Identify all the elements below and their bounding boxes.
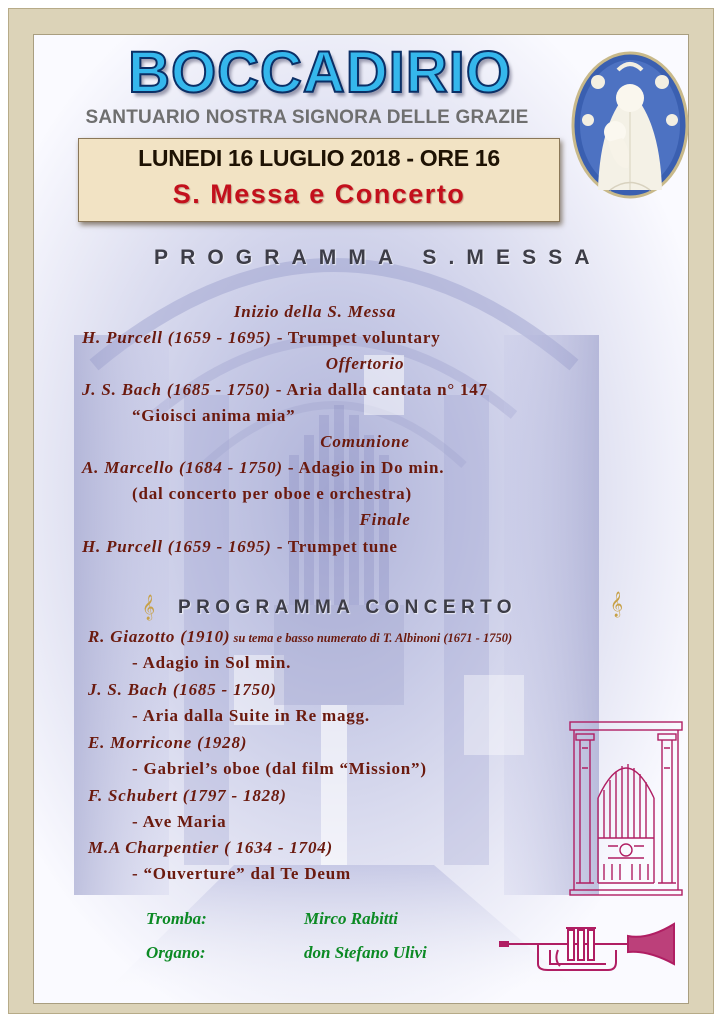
messa-line-1-label: Inizio della S. Messa <box>233 302 397 321</box>
messa-program-heading: PROGRAMMA S.MESSA <box>154 246 602 269</box>
messa-line-4 <box>82 380 488 400</box>
concerto-line-8 <box>132 812 226 832</box>
messa-line-4-piece: - Aria dalla cantata n° 147 <box>270 380 488 399</box>
performer-role-organ: Organo: <box>146 943 206 962</box>
concerto-line-10 <box>132 864 351 884</box>
messa-line-6-label: Comunione <box>320 432 410 451</box>
messa-line-5-piece: “Gioisci anima mia” <box>132 406 296 425</box>
concerto-line-9 <box>88 838 333 858</box>
concerto-line-3-composer: J. S. Bach (1685 - 1750) <box>88 680 277 699</box>
concerto-line-7 <box>88 786 287 806</box>
messa-line-6 <box>210 432 520 452</box>
messa-line-10-piece: - Trumpet tune <box>271 537 398 556</box>
treble-clef-icon: 𝄞 <box>610 592 624 617</box>
pipe-organ-icon <box>568 718 684 896</box>
messa-line-5 <box>132 406 295 426</box>
treble-clef-icon: 𝄞 <box>142 595 156 620</box>
concerto-line-5-composer: E. Morricone (1928) <box>88 733 248 752</box>
messa-line-2 <box>82 328 441 348</box>
performer-role-trumpet: Tromba: <box>146 909 207 928</box>
messa-line-9 <box>270 510 500 530</box>
messa-line-7-composer: A. Marcello (1684 - 1750) <box>82 458 283 477</box>
messa-line-10 <box>82 537 398 557</box>
performer-name-trumpet: Mirco Rabitti <box>304 909 398 928</box>
concerto-line-2 <box>132 653 291 673</box>
concerto-line-6 <box>132 759 427 779</box>
concerto-line-1 <box>88 627 512 647</box>
concerto-line-4 <box>132 706 370 726</box>
messa-line-8-piece: (dal concerto per oboe e orchestra) <box>132 484 412 503</box>
messa-line-4-composer: J. S. Bach (1685 - 1750) <box>82 380 271 399</box>
concerto-line-3 <box>88 680 277 700</box>
messa-line-2-composer: H. Purcell (1659 - 1695) <box>82 328 272 347</box>
messa-line-3 <box>200 354 530 374</box>
messa-line-9-label: Finale <box>359 510 411 529</box>
event-date: LUNEDI 16 LUGLIO 2018 - ORE 16 <box>138 145 500 171</box>
madonna-relief-medallion <box>570 50 690 200</box>
concerto-line-5 <box>88 733 247 753</box>
performer-name-organ: don Stefano Ulivi <box>304 943 427 962</box>
concerto-line-1-composer: R. Giazotto (1910) <box>88 627 231 646</box>
concerto-program-heading: PROGRAMMA CONCERTO <box>178 597 517 618</box>
messa-line-3-label: Offertorio <box>325 354 405 373</box>
messa-line-1 <box>140 302 490 322</box>
concerto-line-10-piece: - “Ouverture” dal Te Deum <box>132 864 351 883</box>
event-title: S. Messa e Concerto <box>172 179 466 209</box>
concerto-line-7-composer: F. Schubert (1797 - 1828) <box>88 786 287 805</box>
messa-line-7 <box>82 458 444 478</box>
concerto-line-4-piece: - Aria dalla Suite in Re magg. <box>132 706 370 725</box>
page-title: BOCCADIRIO <box>128 40 512 105</box>
concerto-line-9-composer: M.A Charpentier ( 1634 - 1704) <box>88 838 334 857</box>
trumpet-icon <box>498 920 678 976</box>
concerto-line-1-note: su tema e basso numerato di T. Albinoni (1671 - 1750) <box>230 631 513 645</box>
sanctuary-subtitle: SANTUARIO NOSTRA SIGNORA DELLE GRAZIE <box>85 107 529 128</box>
concerto-line-2-piece: - Adagio in Sol min. <box>132 653 292 672</box>
messa-line-10-composer: H. Purcell (1659 - 1695) <box>82 537 272 556</box>
event-banner <box>78 138 560 222</box>
concerto-line-6-piece: - Gabriel’s oboe (dal film “Mission”) <box>132 759 427 778</box>
concerto-line-8-piece: - Ave Maria <box>132 812 227 831</box>
messa-line-8 <box>132 484 412 504</box>
messa-line-7-piece: - Adagio in Do min. <box>282 458 445 477</box>
messa-line-2-piece: - Trumpet voluntary <box>271 328 441 347</box>
